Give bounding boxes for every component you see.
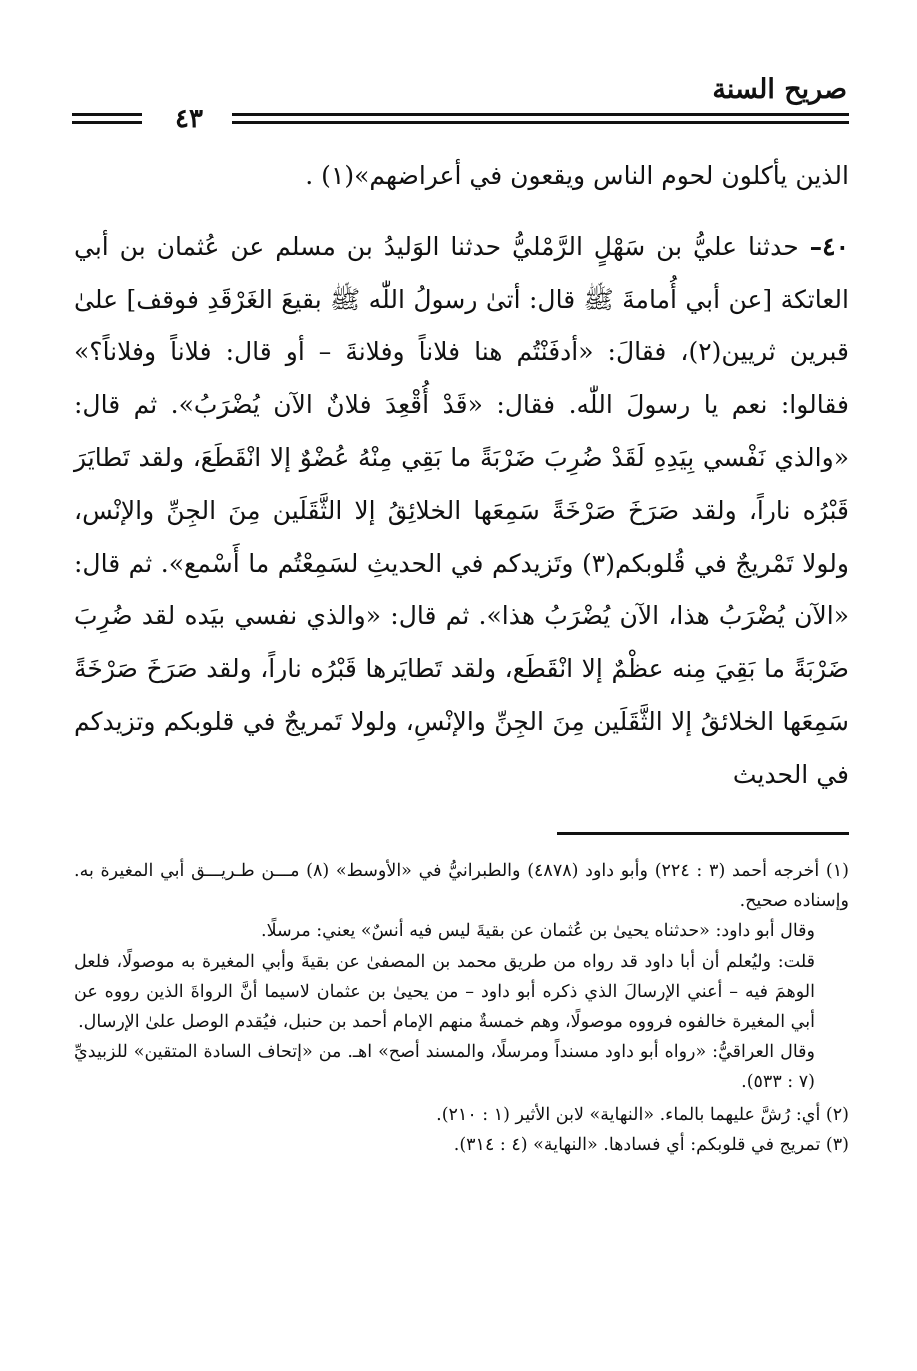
header-rule-short bbox=[72, 121, 142, 124]
header-rule-short bbox=[72, 113, 142, 116]
hadith-number: ٤٠– bbox=[809, 231, 850, 261]
footnote-1-abudawud: وقال أبو داود: «حدثناه يحيىٰ بن عُثمان عن بقيةَ ليس فيه أنسٌ» يعني: مرسلًا. bbox=[261, 921, 815, 942]
footnote-1-iraqi: وقال العراقيُّ: «رواه أبو داود مسنداً ومرسلًا، والمسند أصح» اهـ. من «إتحاف السادة المتقين» للزبيديِّ (٧ : ٥٣٣). bbox=[74, 1042, 815, 1093]
footnote-separator bbox=[557, 832, 849, 835]
hadith-paragraph bbox=[74, 221, 849, 802]
page-number: ٤٣ bbox=[175, 104, 203, 134]
opening-line: الذين يأكلون لحوم الناس ويقعون في أعراضهم»(١) . bbox=[305, 161, 849, 190]
running-title: صريح السنة bbox=[712, 74, 847, 105]
footnote-1-comment: قلت: وليُعلم أن أبا داود قد رواه من طريق محمد بن المصفىٰ عن بقيةَ وأبي المغيرة به موصولًا، فلعل الوهمَ فيه – أعني الإرسالَ الذي ذكره أبو داود – من يحيىٰ بن عثمان لاسيما أنَّ الرواةَ الذين رووه عن أبي المغيرة خالفوه فرووه موصولًا، وهم خمسةٌ منهم الإمام أحمد بن حنبل، فيُقدم الوصل علىٰ الإرسال. bbox=[74, 951, 815, 1033]
footnotes bbox=[74, 856, 849, 1160]
main-text bbox=[74, 150, 849, 802]
footnote-2: (٢) أي: رُشَّ عليهما بالماء. «النهاية» لابن الأثير (١ : ٢١٠). bbox=[436, 1104, 849, 1125]
header-rule bbox=[232, 121, 849, 124]
hadith-text: حدثنا عليُّ بن سَهْلٍ الرَّمْليُّ حدثنا الوَليدُ بن مسلم عن عُثمان بن أبي العاتكة [عن أبي أُمامةَ ﷺ قال: أتىٰ رسولُ اللّٰه ﷺ بقيعَ الغَرْقَدِ فوقف] علىٰ قبرين ثريين(٢)، فقالَ: «أدفَنْتُم هنا فلاناً وفلانةَ – أو قال: فلاناً وفلاناً؟» فقالوا: نعم يا رسولَ اللّٰه. فقال: «قَدْ أُقْعِدَ فلانٌ الآن يُضْرَبُ». ثم قال: «والذي نَفْسي بِيَدِهِ لَقَدْ ضُرِبَ ضَرْبَةً ما بَقِي مِنْهُ عُضْوٌ إلا انْقَطَعَ، ولقد تَطايَرَ قَبْرُه ناراً، ولقد صَرَخَ صَرْخَةً سَمِعَها الخلائِقُ إلا الثَّقَلَين مِنَ الجِنِّ والإنْس، ولولا تَمْريجٌ في قُلوبكم(٣) وتَزيدكم في الحديثِ لسَمِعْتُم ما أَسْمع». ثم قال: «الآن يُضْرَبُ هذا، الآن يُضْرَبُ هذا». ثم قال: «والذي نفسي بيَده لقد ضُرِبَ ضَرْبَةً ما بَقِيَ مِنه عظْمٌ إلا انْقَطَع، ولقد تَطايَرها قَبْرُه ناراً، ولقد صَرَخَ صَرْخَةً سَمِعَها الخلائقُ إلا الثَّقَلَين مِنَ الجِنِّ والإنْسِ، ولولا تَمريجٌ في قلوبكم وتزيدكم في الحديث bbox=[74, 231, 849, 789]
header-rule bbox=[232, 113, 849, 116]
footnote-3: (٣) تمريج في قلوبكم: أي فسادها. «النهاية» (٤ : ٣١٤). bbox=[453, 1134, 849, 1155]
footnote-1: (١) أخرجه أحمد (٣ : ٢٢٤) وأبو داود (٤٨٧٨) والطبرانيُّ في «الأوسط» (٨) مـــن طـريـــق أبي المغيرة به. وإسناده صحيح. bbox=[74, 861, 849, 912]
